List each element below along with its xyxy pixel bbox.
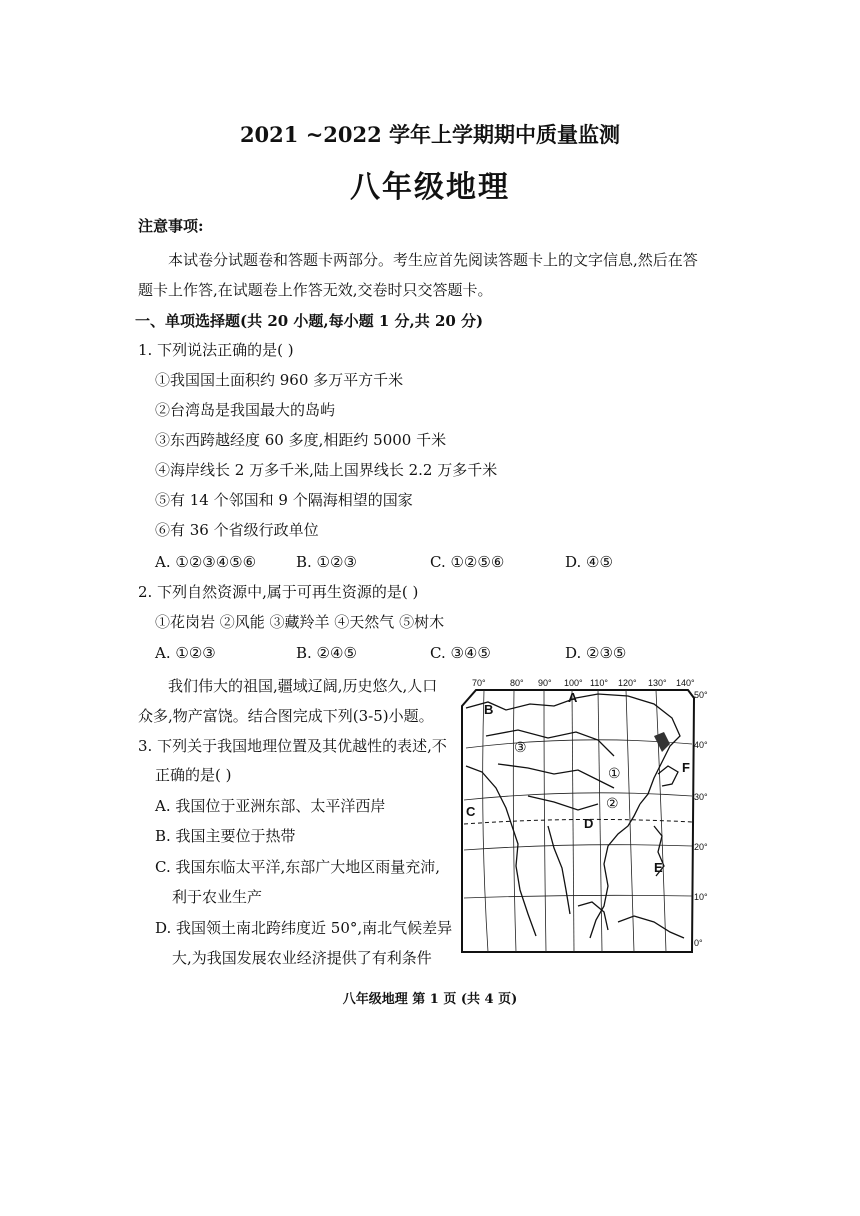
q2-option-a: A. ①②③ <box>155 644 216 662</box>
china-map <box>458 676 708 958</box>
lon-label: 120° <box>618 678 637 688</box>
graticule <box>464 690 692 952</box>
q3-option-d-cont: 大,为我国发展农业经济提供了有利条件 <box>172 949 432 967</box>
q1-statement: ②台湾岛是我国最大的岛屿 <box>155 401 336 419</box>
q1-option-a: A. ①②③④⑤⑥ <box>155 553 257 571</box>
lon-label: 130° <box>648 678 667 688</box>
q2-option-b: B. ②④⑤ <box>296 644 357 662</box>
lon-label: 100° <box>564 678 583 688</box>
section-heading: 一、单项选择题(共 20 小题,每小题 1 分,共 20 分) <box>135 312 484 330</box>
q2-option-d: D. ②③⑤ <box>565 644 627 662</box>
notice-line-2: 题卡上作答,在试题卷上作答无效,交卷时只交答题卡。 <box>138 281 493 299</box>
label-f: F <box>682 760 690 775</box>
lon-label: 140° <box>676 678 695 688</box>
label-c: C <box>466 804 476 819</box>
q1-stem: 1. 下列说法正确的是( ) <box>138 341 294 359</box>
q1-statement: ③东西跨越经度 60 多度,相距约 5000 千米 <box>155 431 447 449</box>
q1-statement: ⑤有 14 个邻国和 9 个隔海相望的国家 <box>155 491 413 509</box>
q2-option-c: C. ③④⑤ <box>430 644 491 662</box>
lat-label: 10° <box>694 892 708 902</box>
shaded-region <box>654 732 670 752</box>
q3-option-c: C. 我国东临太平洋,东部广大地区雨量充沛, <box>155 858 441 876</box>
page-footer: 八年级地理 第 1 页 (共 4 页) <box>342 992 518 1007</box>
q1-option-c: C. ①②⑤⑥ <box>430 553 505 571</box>
q3-option-c-cont: 利于农业生产 <box>172 888 263 906</box>
q2-items: ①花岗岩 ②风能 ③藏羚羊 ④天然气 ⑤树木 <box>155 613 445 631</box>
notice-heading: 注意事项: <box>138 217 204 235</box>
q2-stem: 2. 下列自然资源中,属于可再生资源的是( ) <box>138 583 419 601</box>
q1-option-d: D. ④⑤ <box>565 553 613 571</box>
q1-option-b: B. ①②③ <box>296 553 357 571</box>
lat-label: 0° <box>694 938 703 948</box>
q1-statement: ①我国国土面积约 960 多万平方千米 <box>155 371 404 389</box>
q3-stem-line-2: 正确的是( ) <box>155 766 232 784</box>
label-a: A <box>568 690 578 705</box>
label-circle-3: ③ <box>514 739 527 755</box>
q1-statement: ④海岸线长 2 万多千米,陆上国界线长 2.2 万多千米 <box>155 461 498 479</box>
q3-stem-line-1: 3. 下列关于我国地理位置及其优越性的表述,不 <box>138 737 447 755</box>
lon-label: 80° <box>510 678 524 688</box>
lat-label: 50° <box>694 690 708 700</box>
coastlines <box>466 694 684 938</box>
label-b: B <box>484 702 494 717</box>
q3-option-d: D. 我国领土南北跨纬度近 50°,南北气候差异 <box>155 919 453 937</box>
intro-line-2: 众多,物产富饶。结合图完成下列(3-5)小题。 <box>138 707 434 725</box>
exam-title: 2021 ~2022 学年上学期期中质量监测 <box>239 122 621 147</box>
label-e: E <box>654 860 663 875</box>
q1-statement: ⑥有 36 个省级行政单位 <box>155 521 319 539</box>
china-map-figure <box>458 676 708 958</box>
lat-label: 20° <box>694 842 708 852</box>
notice-line-1: 本试卷分试题卷和答题卡两部分。考生应首先阅读答题卡上的文字信息,然后在答 <box>168 251 698 269</box>
label-d: D <box>584 816 594 831</box>
lat-label: 40° <box>694 740 708 750</box>
lon-label: 110° <box>590 678 608 688</box>
q3-option-a: A. 我国位于亚洲东部、太平洋西岸 <box>155 797 386 815</box>
label-circle-2: ② <box>606 795 619 811</box>
lon-label: 90° <box>538 678 552 688</box>
q3-option-b: B. 我国主要位于热带 <box>155 827 296 845</box>
subject-title: 八年级地理 <box>350 170 510 205</box>
map-frame <box>462 690 694 952</box>
lat-label: 30° <box>694 792 708 802</box>
label-circle-1: ① <box>608 765 621 781</box>
lon-label: 70° <box>472 678 486 688</box>
tropic-line <box>464 819 692 824</box>
intro-line-1: 我们伟大的祖国,疆域辽阔,历史悠久,人口 <box>168 677 438 695</box>
